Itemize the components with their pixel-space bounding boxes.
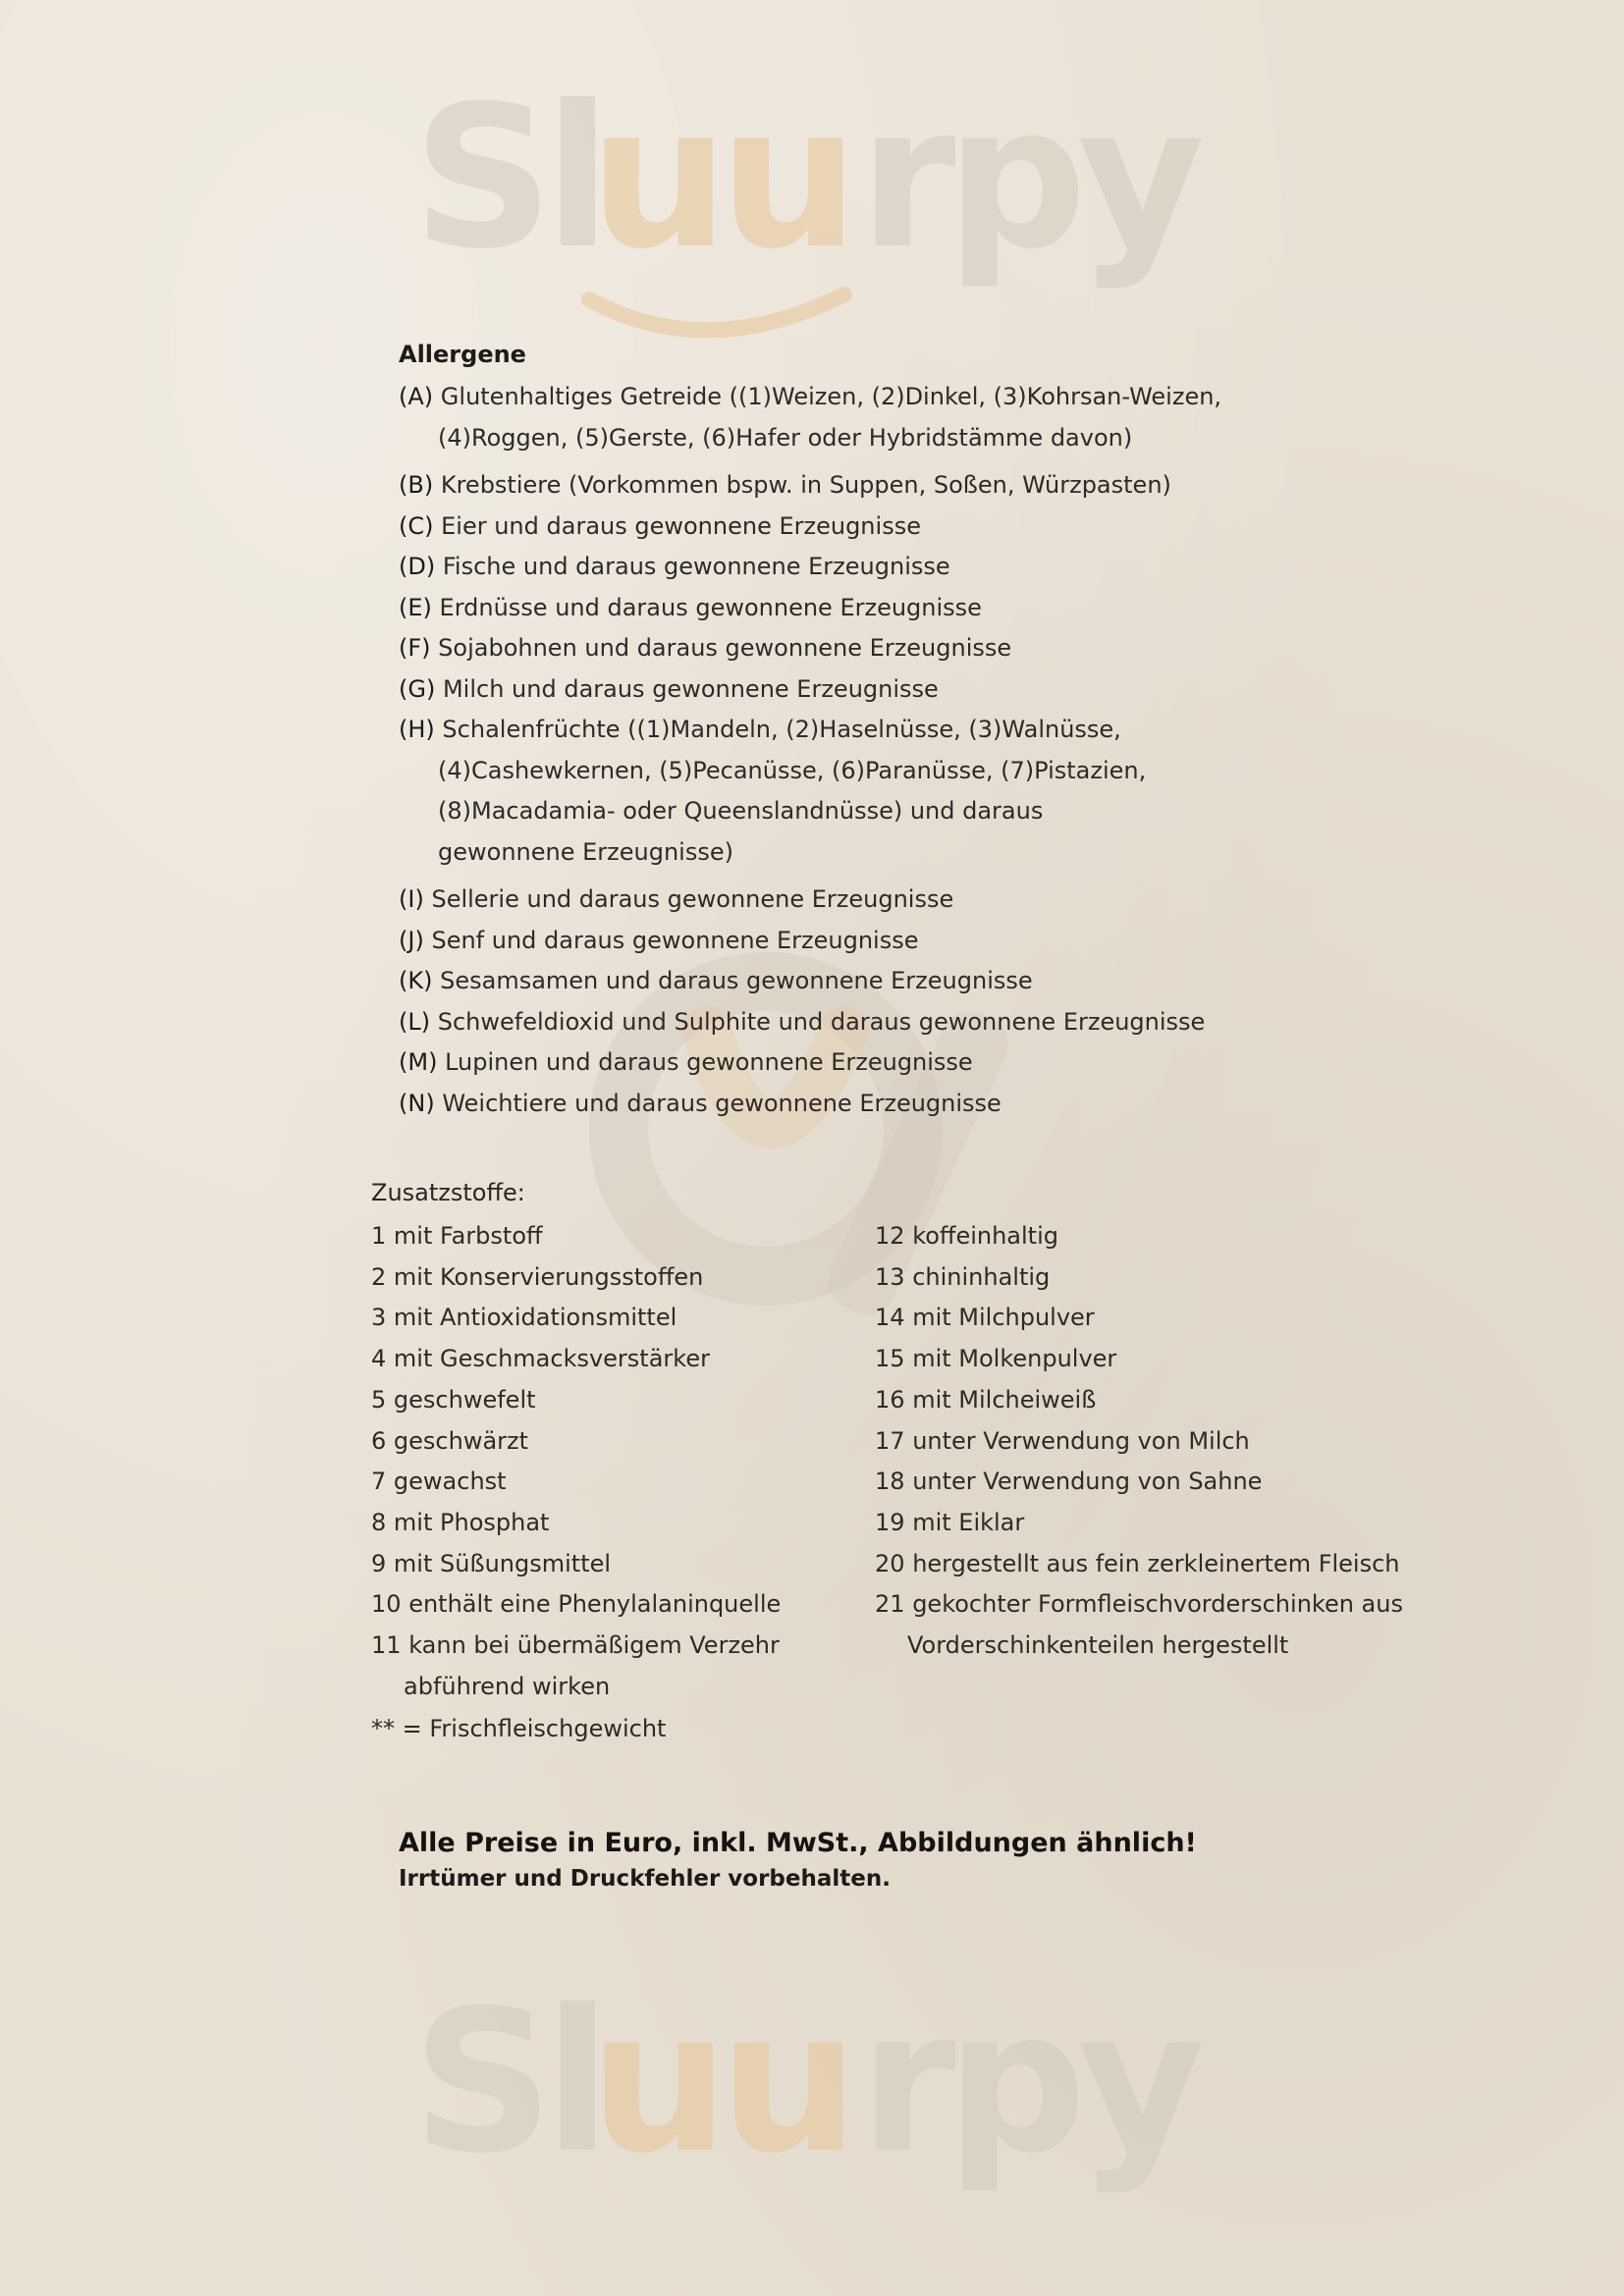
allergen-code: (M) xyxy=(399,1048,438,1076)
additive-text: mit Antioxidationsmittel xyxy=(393,1304,677,1332)
additive-text: mit Süßungsmittel xyxy=(393,1549,612,1577)
additive-item xyxy=(875,1584,1425,1666)
allergen-item xyxy=(399,377,1282,458)
allergen-item xyxy=(399,547,1282,588)
additive-text: gekochter Formfleischvorderschinken aus xyxy=(912,1590,1403,1619)
allergen-code: (G) xyxy=(399,674,436,703)
additive-text: unter Verwendung von Sahne xyxy=(912,1468,1263,1496)
additive-text: mit Eiklar xyxy=(912,1508,1025,1536)
additive-number: 12 xyxy=(875,1222,905,1250)
additive-item xyxy=(371,1298,862,1339)
allergen-text: Sellerie und daraus gewonnene Erzeugnisse xyxy=(431,885,954,913)
additive-number: 9 xyxy=(371,1549,387,1577)
allergen-item xyxy=(399,880,1282,921)
allergen-code: (C) xyxy=(399,511,434,540)
additive-item xyxy=(875,1216,1425,1257)
additive-text: unter Verwendung von Milch xyxy=(912,1426,1250,1455)
svg-text:rpy: rpy xyxy=(859,1968,1196,2197)
allergen-item xyxy=(399,1084,1282,1125)
additive-text: enthält eine Phenylalaninquelle xyxy=(408,1590,782,1619)
svg-text:rpy: rpy xyxy=(859,64,1196,293)
additive-item xyxy=(875,1421,1425,1463)
allergen-item xyxy=(399,465,1282,507)
allergen-text-continuation: (8)Macadamia- oder Queenslandnüsse) und daraus xyxy=(438,797,1044,825)
allergen-text: Schwefeldioxid und Sulphite und daraus gewonnene Erzeugnisse xyxy=(437,1007,1206,1036)
additive-text: geschwefelt xyxy=(393,1385,536,1414)
svg-text:Sl: Sl xyxy=(412,1968,602,2197)
additive-item xyxy=(371,1380,862,1421)
additive-item xyxy=(875,1380,1425,1421)
additive-text: mit Konservierungsstoffen xyxy=(393,1262,704,1291)
allergen-code: (J) xyxy=(399,926,424,954)
additive-item xyxy=(371,1462,862,1503)
allergen-text: Schalenfrüchte ((1)Mandeln, (2)Haselnüsse, (3)Walnüsse, xyxy=(442,716,1121,743)
additive-number: 8 xyxy=(371,1508,387,1536)
additive-item xyxy=(371,1421,862,1463)
allergens-title: Allergene xyxy=(399,341,526,368)
allergen-item xyxy=(399,669,1282,711)
additive-item xyxy=(875,1298,1425,1339)
allergen-text: Eier und daraus gewonnene Erzeugnisse xyxy=(441,511,921,540)
additive-item xyxy=(371,1257,862,1299)
additive-number: 5 xyxy=(371,1385,387,1414)
allergen-item xyxy=(399,710,1282,873)
allergen-code: (K) xyxy=(399,967,433,994)
additive-number: 13 xyxy=(875,1262,905,1291)
allergen-text: Erdnüsse und daraus gewonnene Erzeugnisse xyxy=(439,593,982,621)
additive-number: 14 xyxy=(875,1304,905,1332)
allergen-code: (L) xyxy=(399,1007,431,1036)
allergen-item xyxy=(399,507,1282,548)
svg-text:uu: uu xyxy=(589,64,849,293)
additive-item xyxy=(875,1462,1425,1503)
allergen-code: (B) xyxy=(399,471,434,499)
additive-text-continuation: abführend wirken xyxy=(404,1672,611,1700)
allergen-text: Krebstiere (Vorkommen bspw. in Suppen, Soßen, Würzpasten) xyxy=(440,471,1171,499)
additive-text: hergestellt aus fein zerkleinertem Fleisch xyxy=(912,1549,1400,1577)
allergen-text: Sojabohnen und daraus gewonnene Erzeugnisse xyxy=(438,634,1012,662)
allergen-item xyxy=(399,628,1282,669)
additive-number: 17 xyxy=(875,1426,905,1455)
additive-item xyxy=(875,1544,1425,1585)
additive-text: mit Geschmacksverstärker xyxy=(393,1345,710,1373)
allergens-list xyxy=(399,377,1282,1124)
additive-text: mit Phosphat xyxy=(393,1508,550,1536)
additive-item xyxy=(875,1503,1425,1544)
additive-text: koffeinhaltig xyxy=(912,1222,1058,1250)
additive-text: mit Molkenpulver xyxy=(912,1345,1117,1373)
additive-text: gewachst xyxy=(393,1468,507,1496)
additives-left-column xyxy=(371,1216,862,1707)
allergen-item xyxy=(399,588,1282,629)
additives-title: Zusatzstoffe: xyxy=(371,1179,525,1206)
additive-number: 16 xyxy=(875,1385,905,1414)
allergen-text: Glutenhaltiges Getreide ((1)Weizen, (2)Dinkel, (3)Kohrsan-Weizen, xyxy=(440,383,1222,410)
additive-number: 11 xyxy=(371,1631,402,1660)
additives-right-column xyxy=(875,1216,1425,1667)
additive-number: 19 xyxy=(875,1508,905,1536)
allergen-code: (I) xyxy=(399,885,424,913)
additive-text: mit Milchpulver xyxy=(912,1304,1095,1332)
allergen-text: Milch und daraus gewonnene Erzeugnisse xyxy=(442,674,939,703)
additive-text: geschwärzt xyxy=(393,1426,529,1455)
allergen-text: Fische und daraus gewonnene Erzeugnisse xyxy=(442,553,950,580)
allergen-item xyxy=(399,1042,1282,1084)
allergen-item xyxy=(399,921,1282,962)
errors-disclaimer: Irrtümer und Druckfehler vorbehalten. xyxy=(399,1866,891,1892)
additive-number: 10 xyxy=(371,1590,402,1619)
allergen-text: Sesamsamen und daraus gewonnene Erzeugnisse xyxy=(440,967,1033,994)
additive-item xyxy=(371,1339,862,1380)
additive-text: chininhaltig xyxy=(912,1262,1051,1291)
allergen-code: (N) xyxy=(399,1089,435,1117)
allergen-code: (H) xyxy=(399,716,435,743)
allergen-text-continuation: (4)Roggen, (5)Gerste, (6)Hafer oder Hybridstämme davon) xyxy=(438,423,1133,452)
additive-number: 18 xyxy=(875,1468,905,1496)
allergen-item xyxy=(399,961,1282,1002)
allergen-text: Weichtiere und daraus gewonnene Erzeugnisse xyxy=(442,1089,1001,1117)
additive-number: 21 xyxy=(875,1590,905,1619)
additive-text-continuation: Vorderschinkenteilen hergestellt xyxy=(907,1631,1289,1660)
svg-text:Sl: Sl xyxy=(412,64,602,293)
additive-item xyxy=(371,1216,862,1257)
allergen-text-continuation: (4)Cashewkernen, (5)Pecanüsse, (6)Paranüsse, (7)Pistazien, xyxy=(438,756,1147,784)
additive-text: mit Farbstoff xyxy=(393,1222,543,1250)
additive-item xyxy=(875,1257,1425,1299)
additive-number: 1 xyxy=(371,1222,387,1250)
additive-number: 20 xyxy=(875,1549,905,1577)
price-notice: Alle Preise in Euro, inkl. MwSt., Abbildungen ähnlich! xyxy=(399,1828,1197,1858)
fresh-meat-note: ** = Frischfleischgewicht xyxy=(371,1715,667,1742)
additive-text: mit Milcheiweiß xyxy=(912,1385,1097,1414)
additive-item xyxy=(371,1584,862,1626)
additive-item xyxy=(875,1339,1425,1380)
additive-number: 7 xyxy=(371,1468,387,1496)
allergen-text: Senf und daraus gewonnene Erzeugnisse xyxy=(431,926,919,954)
additive-number: 4 xyxy=(371,1345,387,1373)
additive-number: 6 xyxy=(371,1426,387,1455)
allergen-item xyxy=(399,1002,1282,1043)
additive-item xyxy=(371,1626,862,1707)
allergen-code: (D) xyxy=(399,553,436,580)
allergen-code: (E) xyxy=(399,593,432,621)
allergen-code: (F) xyxy=(399,634,431,662)
additive-item xyxy=(371,1503,862,1544)
additive-number: 3 xyxy=(371,1304,387,1332)
additive-number: 2 xyxy=(371,1262,387,1291)
additive-text: kann bei übermäßigem Verzehr xyxy=(408,1631,780,1660)
additive-item xyxy=(371,1544,862,1585)
additive-number: 15 xyxy=(875,1345,905,1373)
svg-text:uu: uu xyxy=(589,1968,849,2197)
allergen-text-continuation: gewonnene Erzeugnisse) xyxy=(438,837,733,866)
allergen-code: (A) xyxy=(399,383,434,410)
allergen-text: Lupinen und daraus gewonnene Erzeugnisse xyxy=(445,1048,973,1076)
